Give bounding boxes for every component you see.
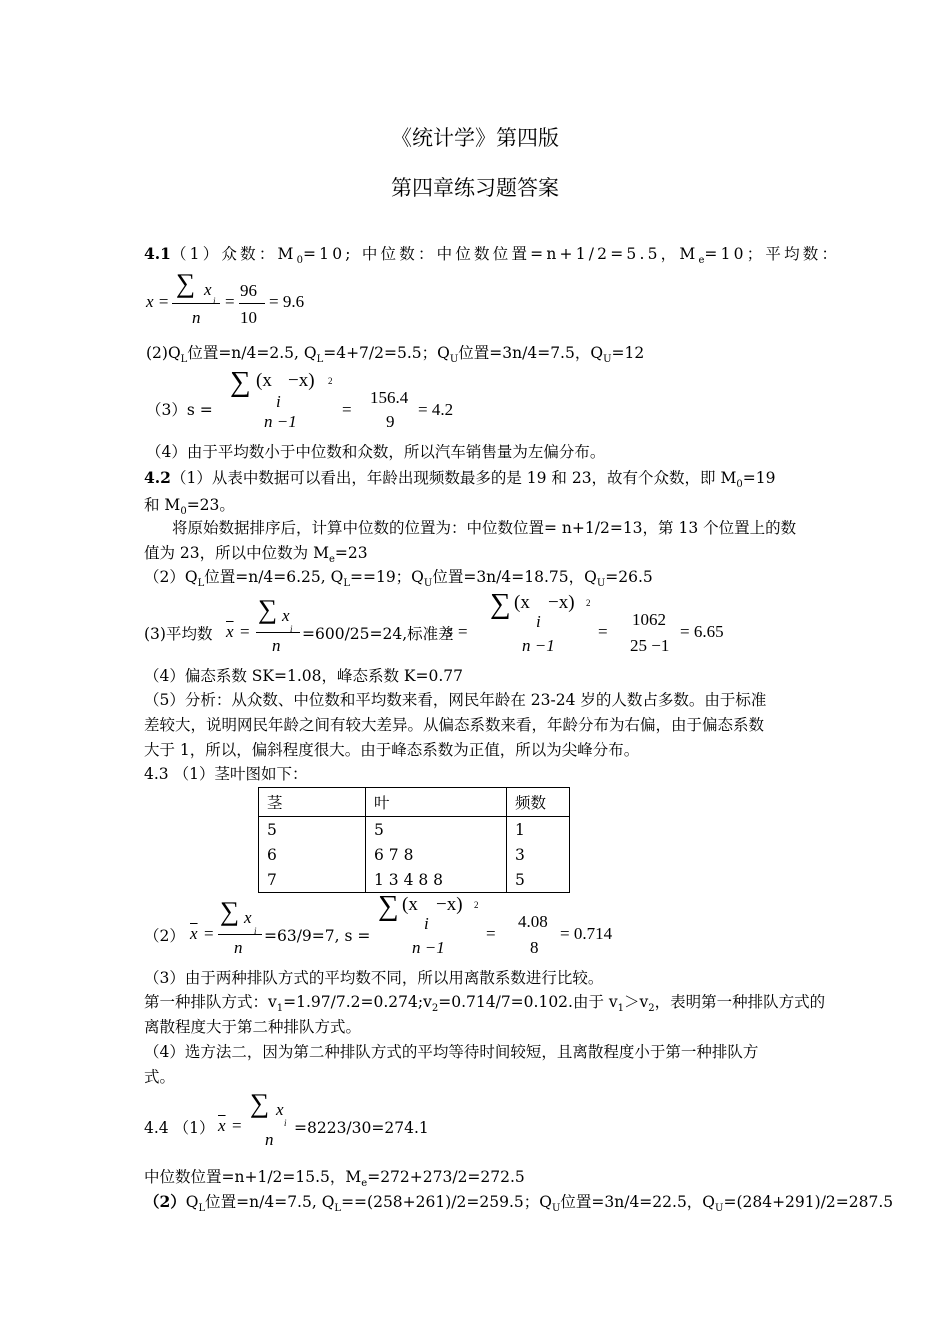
text: ==19；Q — [349, 568, 424, 586]
text: (2)Q — [146, 344, 181, 362]
q42-line7: （4）偏态系数 SK=1.08，峰态系数 K=0.77 — [144, 667, 463, 685]
sub: 2 — [648, 1003, 655, 1014]
sub: L — [198, 1203, 206, 1214]
formula-num: 1062 — [632, 610, 666, 629]
formula-mid: =63/9=7, s = — [264, 927, 371, 945]
formula-eq: = — [240, 622, 250, 641]
q41-line4: （4）由于平均数小于中位数和众数，所以汽车销售量为左偏分布。 — [146, 443, 606, 461]
q44-quartiles — [144, 1192, 893, 1212]
formula-result: = 9.6 — [269, 292, 305, 311]
formula-expr: (x — [256, 370, 272, 391]
q42-line9: 差较大，说明网民年龄之间有较大差异。从偏态系数来看，年龄分布为右偏，由于偏态系数 — [144, 716, 765, 734]
formula-num: 4.08 — [518, 912, 548, 931]
table-cell: 6 7 8 — [366, 842, 507, 867]
table-cell: 1 3 4 8 8 — [366, 867, 507, 893]
q44-median — [144, 1167, 525, 1187]
formula-lhs: x = — [146, 292, 170, 311]
sum-symbol: ∑ — [176, 268, 196, 298]
fraction-bar — [256, 632, 300, 633]
formula-den: n — [272, 636, 281, 655]
sub: L — [197, 578, 205, 589]
fraction-bar — [239, 303, 265, 304]
q43-line7: 式。 — [144, 1068, 176, 1086]
sum-symbol: ∑ — [250, 1088, 270, 1118]
sum-symbol: ∑ — [230, 366, 251, 398]
table-row — [259, 842, 570, 867]
q43-line5: 离散程度大于第二种排队方式。 — [144, 1018, 362, 1036]
formula-eq: = — [342, 400, 352, 419]
formula-result: =8223/30=274.1 — [294, 1119, 429, 1137]
formula-subscript: i — [536, 612, 541, 631]
table-cell: 7 — [259, 867, 366, 893]
table-cell: 5 — [366, 817, 507, 843]
table-header-cell: 茎 — [259, 788, 366, 817]
text: ==(258+261)/2=259.5；Q — [341, 1193, 552, 1211]
sub: 1 — [276, 1003, 284, 1014]
formula-expr: −x) — [436, 894, 463, 915]
sub: U — [551, 1203, 561, 1214]
text: 值为 23，所以中位数为 M — [144, 544, 329, 562]
sub: U — [423, 578, 433, 589]
table-header-cell: 频数 — [507, 788, 570, 817]
formula-mid: =600/25=24,标准差 — [302, 625, 454, 643]
text: （2）Q — [144, 568, 198, 586]
sum-symbol: ∑ — [378, 890, 399, 922]
q42-line10: 大于 1，所以，偏斜程度很大。由于峰态系数为正值，所以为尖峰分布。 — [144, 741, 640, 759]
document-subtitle: 第四章练习题答案 — [391, 176, 559, 200]
formula-label: 4.4 （1） — [144, 1119, 215, 1137]
table-row — [259, 867, 570, 893]
formula-eq: = — [225, 292, 235, 311]
formula-den: n — [265, 1130, 274, 1149]
formula-den: 25 −1 — [630, 636, 670, 655]
formula-expr: −x) — [548, 592, 575, 613]
q42-line1 — [144, 468, 775, 488]
formula-var: x — [276, 1100, 284, 1119]
formula-power: 2 — [328, 376, 333, 386]
q42-line5 — [144, 567, 653, 587]
text: =26.5 — [605, 568, 653, 586]
sub: U — [596, 578, 606, 589]
sub: 0 — [736, 479, 743, 490]
text: =1.97/7.2=0.274;v — [283, 993, 432, 1011]
text: 位置=n/4=2.5, Q — [187, 344, 317, 362]
text: 位置=3n/4=22.5，Q — [560, 1193, 716, 1211]
text: Q — [185, 1193, 199, 1211]
formula-num: 96 — [240, 281, 257, 300]
formula-var: $\overline{x}$ — [190, 924, 198, 943]
text: =272+273/2=272.5 — [367, 1168, 525, 1186]
q41-sub: e — [698, 255, 705, 266]
text: 中位数位置=n+1/2=15.5，M — [144, 1168, 362, 1186]
sub: L — [316, 354, 324, 365]
formula-subscript: i — [290, 624, 293, 634]
formula-power: 2 — [586, 598, 591, 608]
formula-power: 2 — [474, 900, 479, 910]
formula-subscript: i — [284, 1118, 287, 1128]
formula-var: $\overline{x}$ — [226, 622, 234, 641]
table-cell: 6 — [259, 842, 366, 867]
text: （1）从表中数据可以看出，年龄出现频数最多的是 19 和 23，故有个众数，即 M — [170, 469, 737, 487]
q42-line4 — [144, 543, 368, 563]
formula-result: = 4.2 — [418, 400, 454, 419]
table-header-cell: 叶 — [366, 788, 507, 817]
sum-symbol: ∑ — [258, 594, 278, 624]
fraction-bar — [172, 303, 220, 304]
q41-mean-text: =10；平均数： — [704, 245, 841, 263]
formula-var: x — [204, 280, 212, 299]
sub: e — [328, 554, 335, 565]
formula-eq: = — [486, 924, 496, 943]
q43-intro: 4.3 （1）茎叶图如下： — [144, 765, 308, 783]
formula-den: n — [234, 938, 243, 957]
formula-subscript: i — [276, 392, 281, 411]
formula-eq: = — [232, 1116, 242, 1135]
table-cell: 5 — [259, 817, 366, 843]
formula-label: （3）s = — [146, 401, 213, 419]
formula-var: $\overline{x}$ — [218, 1116, 226, 1135]
formula-var: x — [244, 908, 252, 927]
table-cell: 1 — [507, 817, 570, 843]
document-title: 《统计学》第四版 — [391, 126, 559, 150]
q41-mode-text: （1）众数：M — [170, 245, 297, 263]
sub: U — [449, 354, 459, 365]
sub: U — [603, 354, 612, 365]
text: 第一种排队方式：v — [144, 993, 277, 1011]
formula-eq: = — [204, 924, 214, 943]
sub: U — [715, 1203, 724, 1214]
formula-expr: (x — [514, 592, 530, 613]
q42-number: 4.2 — [144, 468, 171, 487]
formula-expr: (x — [402, 894, 418, 915]
text: =4+7/2=5.5；Q — [323, 344, 450, 362]
q41-sub: 0 — [296, 255, 303, 266]
text: 和 M — [144, 496, 181, 514]
formula-den: 8 — [530, 938, 539, 957]
text: 位置=3n/4=18.75，Q — [432, 568, 597, 586]
q42-line2 — [144, 495, 235, 515]
sum-symbol: ∑ — [220, 896, 240, 926]
q41-line1 — [144, 244, 840, 264]
sub: L — [343, 578, 350, 589]
text: ，表明第一种排队方式的 — [654, 993, 826, 1011]
text: =(284+291)/2=287.5 — [723, 1193, 894, 1211]
stem-leaf-table — [258, 787, 570, 893]
q41-number: 4.1 — [144, 244, 171, 263]
q43-line6: （4）选方法二，因为第二种排队方式的平均等待时间较短，且离散程度小于第一种排队方 — [144, 1043, 759, 1061]
formula-den: n −1 — [522, 636, 555, 655]
formula-var: s = — [446, 622, 469, 641]
q43-line4 — [144, 992, 825, 1012]
formula-result: = 6.65 — [680, 622, 724, 641]
text: =23。 — [186, 496, 235, 514]
formula-subscript: i — [424, 914, 429, 933]
formula-expr: −x) — [288, 370, 315, 391]
formula-den: n −1 — [412, 938, 445, 957]
sum-symbol: ∑ — [490, 588, 511, 620]
q42-line8: （5）分析：从众数、中位数和平均数来看，网民年龄在 23-24 岁的人数占多数。由于标准 — [144, 691, 767, 709]
sub: L — [334, 1203, 342, 1214]
text: =19 — [742, 469, 776, 487]
text: 位置=3n/4=7.5，Q — [458, 344, 604, 362]
q41-line2 — [146, 343, 644, 363]
formula-label: (3)平均数 — [144, 625, 213, 643]
text: 位置=n/4=6.25, Q — [204, 568, 344, 586]
sub: 2 — [431, 1003, 439, 1014]
q42-line3: 将原始数据排序后，计算中位数的位置为：中位数位置= n+1/2=13，第 13 个位置上的数 — [172, 519, 797, 537]
formula-den: 9 — [386, 412, 395, 431]
sub: 1 — [617, 1003, 625, 1014]
sub: e — [361, 1178, 368, 1189]
formula-num: 156.4 — [370, 388, 409, 407]
text: =12 — [611, 344, 645, 362]
text: =0.714/7=0.102.由于 v — [438, 993, 618, 1011]
formula-var: x — [282, 606, 290, 625]
formula-label: （2） — [144, 927, 185, 945]
table-row — [259, 817, 570, 843]
sub: 0 — [180, 506, 187, 517]
formula-den: n — [192, 308, 201, 327]
q44-subnumber: （2） — [144, 1192, 186, 1211]
text: 位置=n/4=7.5, Q — [205, 1193, 335, 1211]
formula-den: 10 — [240, 308, 257, 327]
q43-line3: （3）由于两种排队方式的平均数不同，所以用离散系数进行比较。 — [144, 969, 604, 987]
text: ＞v — [624, 993, 649, 1011]
q41-median-text: =10; 中位数：中位数位置=n+1/2=5.5，M — [302, 245, 699, 263]
formula-subscript: i — [213, 296, 216, 306]
formula-subscript: i — [254, 926, 257, 936]
text: =23 — [334, 544, 368, 562]
formula-den: n −1 — [264, 412, 297, 431]
sub: L — [180, 354, 188, 365]
formula-eq: = — [598, 622, 608, 641]
fraction-bar — [218, 934, 262, 935]
formula-result: = 0.714 — [560, 924, 613, 943]
table-cell: 5 — [507, 867, 570, 893]
table-cell: 3 — [507, 842, 570, 867]
table-header-row — [259, 788, 570, 817]
